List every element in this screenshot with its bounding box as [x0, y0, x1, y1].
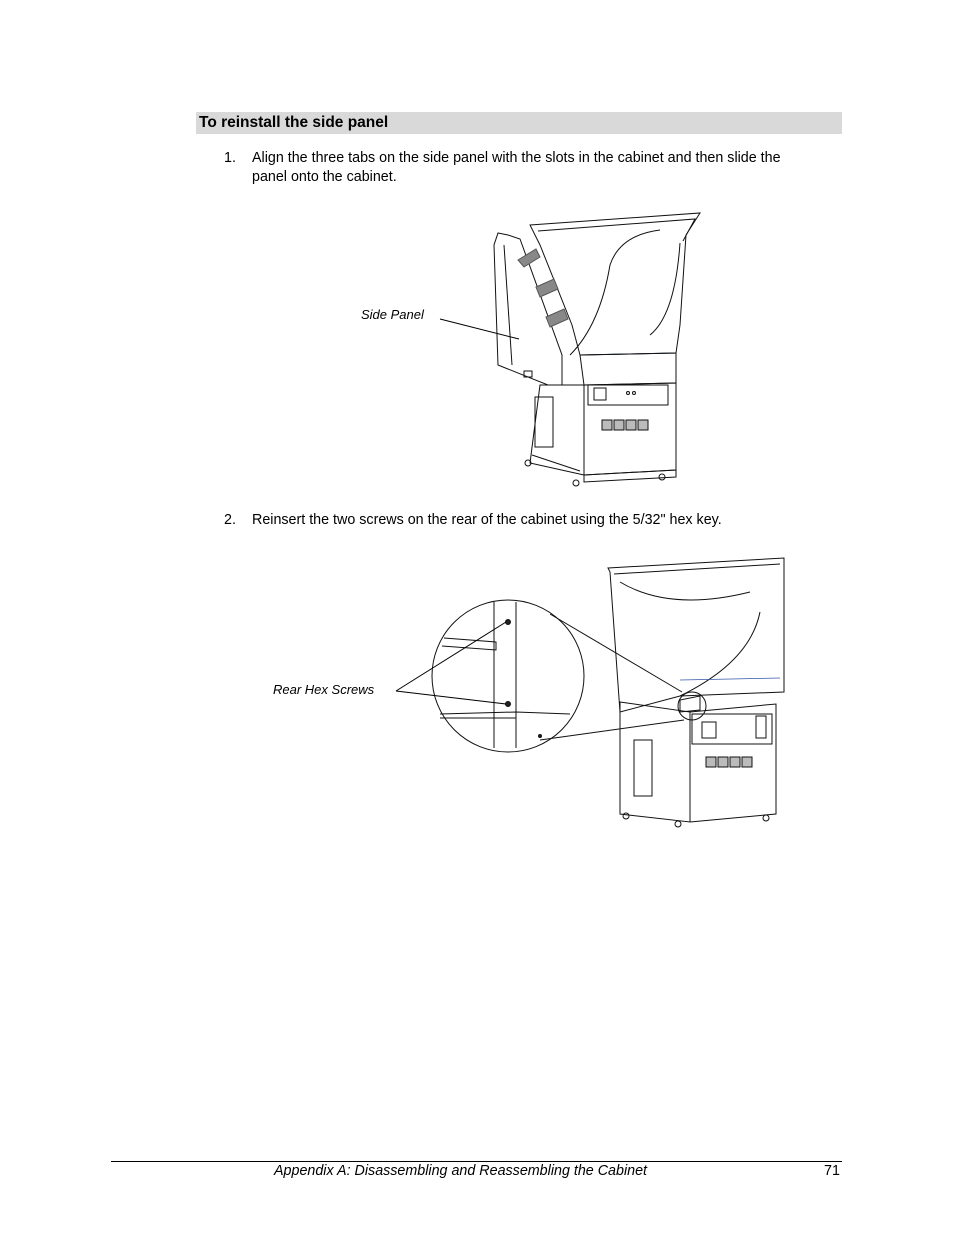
section-heading: To reinstall the side panel — [199, 114, 389, 131]
footer-rule — [111, 1161, 842, 1162]
step-text-line: Reinsert the two screws on the rear of the cabinet using the 5/32" hex key. — [252, 512, 722, 528]
callout-leader-line — [438, 316, 523, 342]
step-number: 1. — [224, 150, 236, 166]
callout-label: Side Panel — [361, 307, 424, 322]
step-number: 2. — [224, 512, 236, 528]
side-panel-illustration — [480, 205, 710, 490]
step-text-line: Align the three tabs on the side panel with the slots in the cabinet and then slide the — [252, 150, 781, 166]
step-text-line: panel onto the cabinet. — [252, 169, 397, 185]
page-number: 71 — [824, 1163, 840, 1179]
callout-leader-lines — [392, 617, 512, 709]
footer-title: Appendix A: Disassembling and Reassembling the Cabinet — [274, 1163, 647, 1179]
callout-label: Rear Hex Screws — [273, 682, 375, 697]
section-heading-bar — [196, 112, 842, 134]
